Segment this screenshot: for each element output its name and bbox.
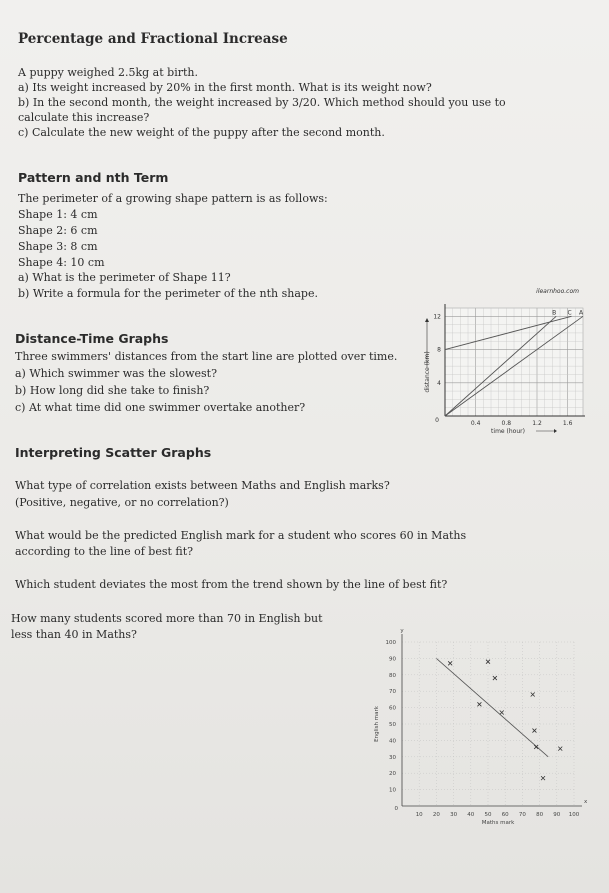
section-pattern-line: a) What is the perimeter of Shape 11?: [18, 271, 231, 284]
x-tick-label: 50: [484, 812, 492, 818]
x-axis-label: Maths mark: [481, 820, 515, 826]
y-tick-label: 70: [389, 689, 396, 696]
distance-time-graph: [415, 282, 593, 434]
y-tick-label: 20: [389, 771, 396, 778]
origin-label: 0: [394, 806, 398, 812]
y-tick-label: 90: [389, 656, 396, 663]
x-tick-label: 40: [467, 812, 475, 818]
y-tick-label: 10: [389, 787, 396, 794]
series-label-c: C: [567, 309, 572, 317]
section-pattern-line: Shape 3: 8 cm: [18, 240, 98, 253]
y-axis-label: distance (km): [424, 351, 431, 393]
section-percentage-line: b) In the second month, the weight increased by 3/20. Which method should you use to: [18, 96, 506, 109]
x-tick-label: 60: [501, 812, 509, 818]
x-tick-label: 80: [536, 812, 544, 818]
x-tick-label: 100: [568, 812, 580, 818]
y-tick-label: 80: [389, 672, 396, 679]
y-axis-arrow-head: [425, 318, 429, 322]
y-tick-label: 12: [433, 313, 441, 321]
scatter-question: according to the line of best fit?: [15, 545, 194, 558]
y-tick-label: 40: [389, 738, 396, 745]
scatter-question: What type of correlation exists between Maths and English marks?: [15, 479, 390, 492]
x-tick-label: 0.8: [501, 420, 512, 427]
section-distance-title: Distance-Time Graphs: [15, 331, 169, 346]
scatter-question: (Positive, negative, or no correlation?): [15, 496, 229, 509]
x-axis-label: time (hour): [491, 428, 525, 434]
scatter-question: How many students scored more than 70 in English but: [11, 612, 323, 625]
section-percentage-line: a) Its weight increased by 20% in the first month. What is its weight now?: [18, 81, 432, 94]
scatter-question: Which student deviates the most from the trend shown by the line of best fit?: [15, 578, 448, 591]
data-point: [500, 711, 504, 715]
series-label-b: B: [552, 309, 557, 317]
section-percentage-title: Percentage and Fractional Increase: [18, 31, 288, 47]
section-pattern-line: Shape 4: 10 cm: [18, 256, 105, 269]
x-axis-arrow-head: [554, 429, 557, 433]
section-pattern-line: Shape 1: 4 cm: [18, 208, 98, 221]
series-label-a: A: [579, 309, 584, 317]
section-percentage-line: A puppy weighed 2.5kg at birth.: [18, 66, 198, 79]
section-distance-line: Three swimmers' distances from the start line are plotted over time.: [15, 350, 398, 363]
y-tick-label: 4: [437, 379, 441, 387]
x-tick-label: 1.6: [562, 420, 573, 427]
x-axis-letter: x: [584, 799, 588, 805]
x-tick-label: 90: [553, 812, 561, 818]
data-point: [532, 729, 536, 733]
section-distance-line: b) How long did she take to finish?: [15, 384, 210, 397]
section-pattern-line: The perimeter of a growing shape pattern is as follows:: [18, 192, 328, 205]
section-distance-line: a) Which swimmer was the slowest?: [15, 367, 218, 380]
data-point: [477, 702, 481, 706]
scatter-question: less than 40 in Maths?: [11, 628, 137, 641]
section-percentage-line: calculate this increase?: [18, 111, 150, 124]
section-pattern-line: Shape 2: 6 cm: [18, 224, 98, 237]
y-tick-label: 8: [437, 346, 441, 354]
section-percentage-line: c) Calculate the new weight of the puppy after the second month.: [18, 126, 385, 139]
section-pattern-line: b) Write a formula for the perimeter of the nth shape.: [18, 287, 318, 300]
x-tick-label: 30: [450, 812, 458, 818]
data-point: [558, 747, 562, 751]
y-tick-label: 30: [389, 754, 396, 761]
origin-label: 0: [435, 417, 439, 424]
section-scatter-title: Interpreting Scatter Graphs: [15, 445, 212, 460]
data-point: [493, 676, 497, 680]
data-point: [531, 692, 535, 696]
x-tick-label: 0.4: [470, 420, 481, 427]
scatter-question: What would be the predicted English mark for a student who scores 60 in Maths: [15, 529, 467, 542]
section-distance-line: c) At what time did one swimmer overtake another?: [15, 401, 306, 414]
y-tick-label: 100: [385, 640, 396, 646]
y-axis-label: English mark: [374, 706, 380, 742]
section-pattern-title: Pattern and nth Term: [18, 170, 169, 185]
data-point: [448, 661, 452, 665]
y-axis-letter: y: [400, 628, 404, 634]
x-tick-label: 20: [432, 812, 440, 818]
watermark-text: ilearnhoo.com: [536, 288, 579, 295]
x-tick-label: 1.2: [532, 420, 542, 427]
y-tick-label: 50: [389, 722, 396, 728]
data-point: [541, 776, 545, 780]
y-tick-label: 60: [389, 705, 396, 712]
x-tick-label: 10: [415, 812, 423, 818]
scatter-graph: [360, 620, 590, 832]
x-tick-label: 70: [518, 812, 526, 818]
